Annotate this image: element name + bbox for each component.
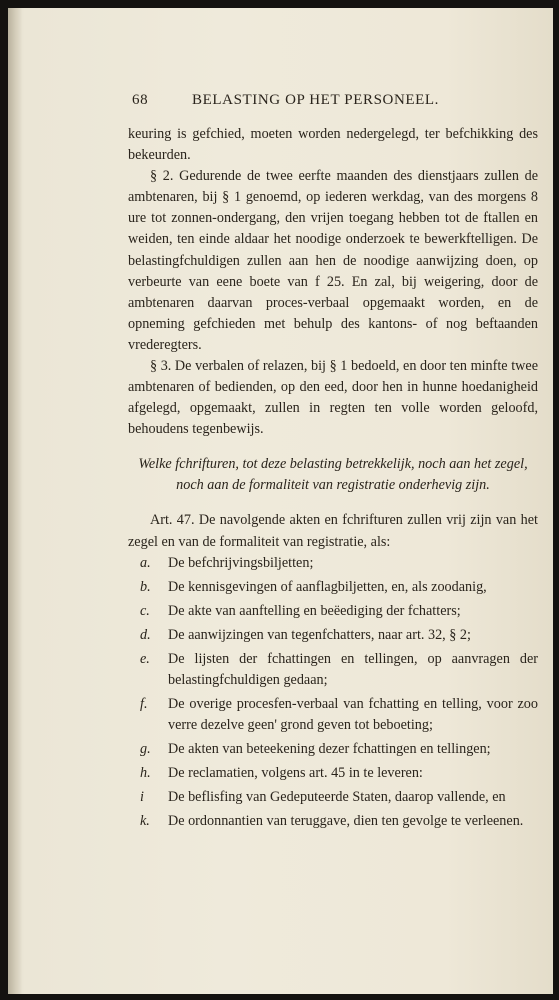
article-47-intro: Art. 47. De navolgende akten en fchrifturen zullen vrij zijn van het zegel en van de formaliteit van registratie, als:	[128, 512, 538, 550]
list-item-text: De overige procesfen-verbaal van fchatting en telling, voor zoo verre dezelve geen' grond geven tot beboeting;	[168, 695, 538, 733]
list-item	[128, 763, 538, 784]
list-item-text: De lijsten der fchattingen en tellingen, op aanvragen der belastingfchuldigen gedaan;	[168, 650, 538, 688]
list-item-letter: c.	[140, 602, 150, 619]
running-title: BELASTING OP HET PERSONEEL.	[192, 92, 440, 108]
paragraph-continuation: keuring is gefchied, moeten worden nedergelegd, ter befchikking des bekeurden.	[128, 126, 538, 164]
running-header	[132, 90, 538, 124]
list-item-letter: g.	[140, 740, 151, 757]
list-item-letter: i	[140, 789, 144, 806]
page-number: 68	[132, 92, 149, 108]
page-gutter	[8, 8, 22, 994]
list-item	[128, 787, 538, 808]
list-item-text: De beflisfing van Gedeputeerde Staten, daarop vallende, en	[168, 789, 506, 806]
page-text	[128, 90, 538, 832]
list-item-letter: a.	[140, 554, 151, 571]
list-item-letter: f.	[140, 695, 148, 712]
list-item	[128, 694, 538, 736]
book-page	[8, 8, 553, 994]
list-item	[128, 577, 538, 598]
list-item-letter: d.	[140, 626, 151, 643]
list-item-text: De aanwijzingen van tegenfchatters, naar art. 32, § 2;	[168, 626, 471, 643]
list-item-text: De kennisgevingen of aanflagbiljetten, en, als zoodanig,	[168, 578, 487, 595]
section-heading: Welke fchrifturen, tot deze belasting betrekkelijk, noch aan het zegel, noch aan de formaliteit van registratie onderhevig zijn.	[138, 456, 528, 494]
list-item	[128, 601, 538, 622]
exemption-list	[128, 553, 538, 833]
list-item-letter: k.	[140, 813, 150, 830]
list-item-text: De akten van beteekening dezer fchattingen en tellingen;	[168, 740, 491, 757]
list-item-text: De akte van aanftelling en beëediging der fchatters;	[168, 602, 461, 619]
list-item	[128, 811, 538, 832]
list-item-letter: e.	[140, 650, 150, 667]
list-item-text: De ordonnantien van teruggave, dien ten gevolge te verleenen.	[168, 813, 524, 830]
list-item-letter: h.	[140, 765, 151, 782]
list-item-letter: b.	[140, 578, 151, 595]
list-item	[128, 553, 538, 574]
list-item	[128, 649, 538, 691]
paragraph-section-3: § 3. De verbalen of relazen, bij § 1 bedoeld, en door ten minfte twee ambtenaren of bedienden, op den eed, door hen in hunne hoedanigheid afgelegd, opgemaakt, zullen in regten ten volle worden geloofd, behoudens tegenbewijs.	[128, 358, 538, 438]
list-item	[128, 625, 538, 646]
list-item	[128, 739, 538, 760]
list-item-text: De befchrijvingsbiljetten;	[168, 554, 314, 571]
paragraph-section-2: § 2. Gedurende de twee eerfte maanden des dienstjaars zullen de ambtenaren, bij § 1 genoemd, op iederen werkdag, van des morgens 8 ure tot zonnen-ondergang, den vrijen toegang hebben tot de ftallen en weiden, ten einde aldaar het noodige onderzoek te bewerkftelligen. De belastingfchuldigen zullen aan hen de noodige aanwijzing doen, op verbeurte van eene boete van f 25. En zal, bij weigering, door de ambtenaren daarvan proces-verbaal opgemaakt worden, en de opneming gefchieden met behulp des kantons- of nog beftaanden vrederegters.	[128, 168, 538, 353]
list-item-text: De reclamatien, volgens art. 45 in te leveren:	[168, 765, 423, 782]
